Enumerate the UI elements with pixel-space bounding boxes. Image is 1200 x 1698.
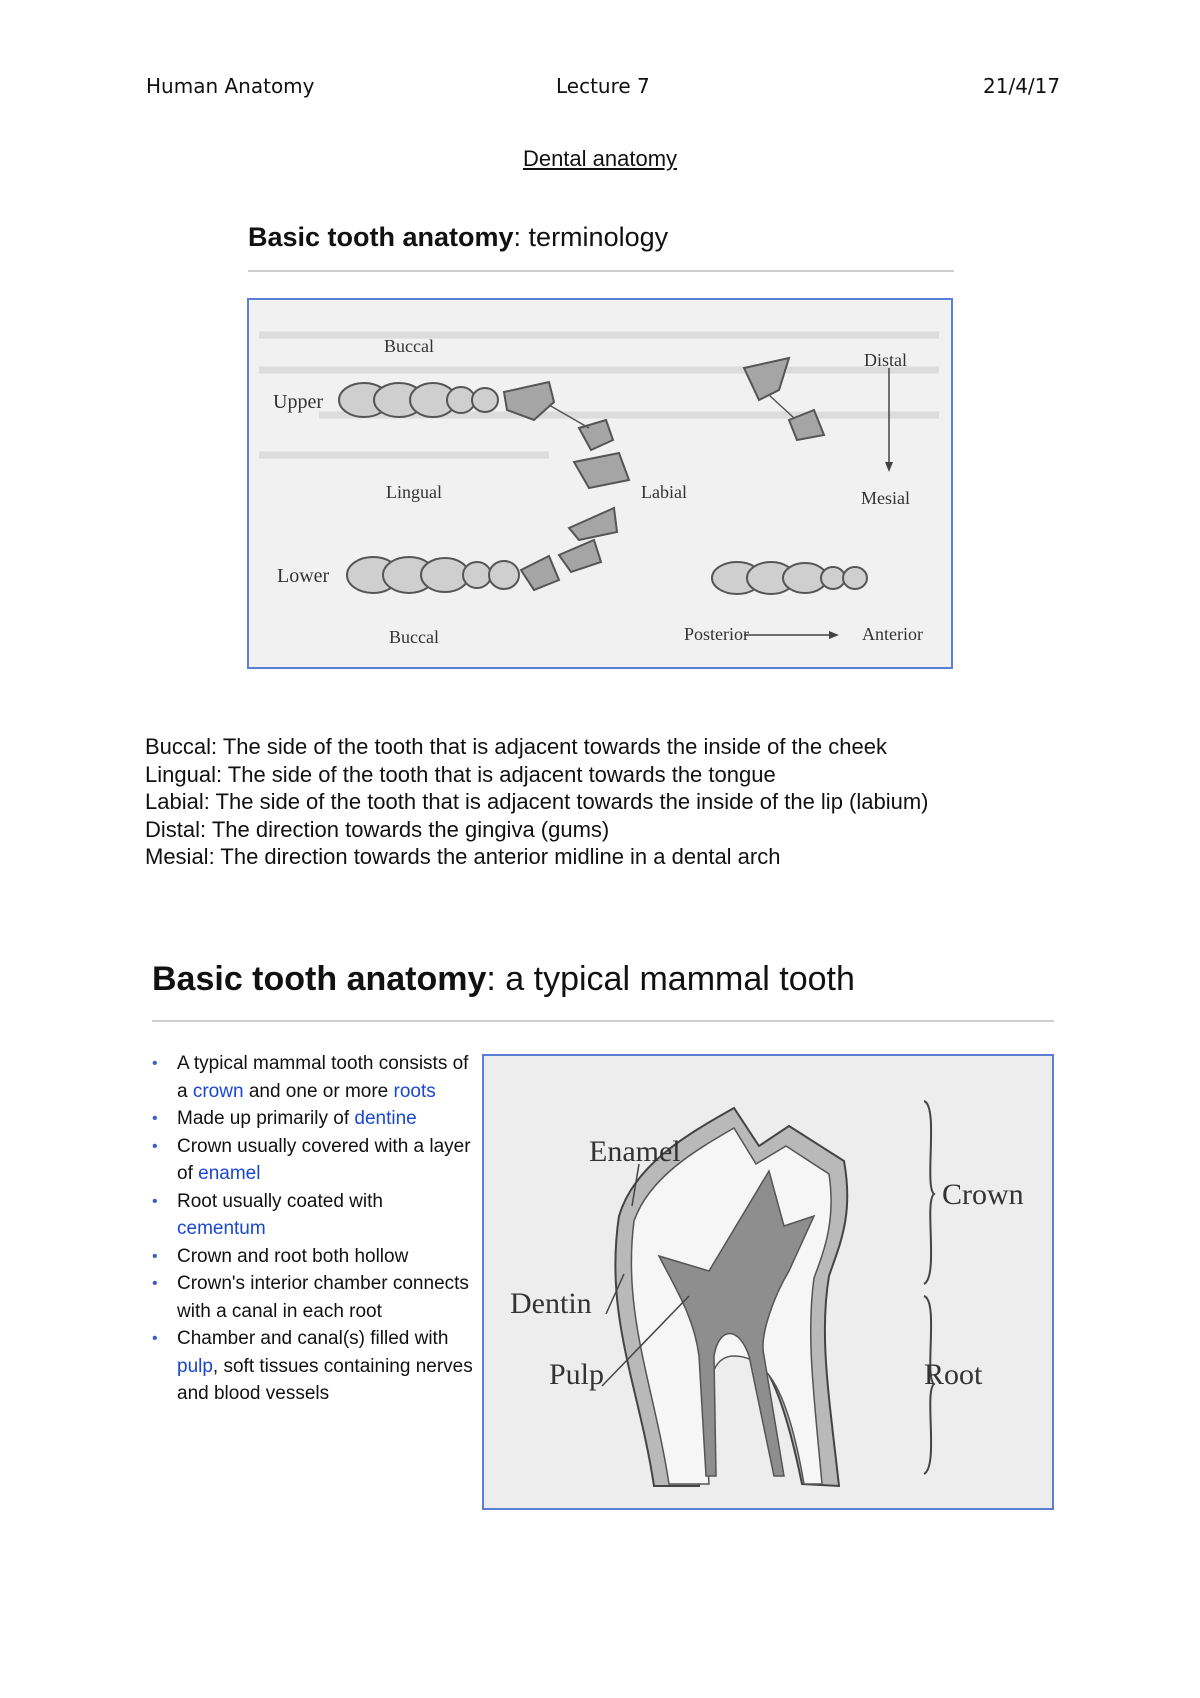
label-dentin: Dentin — [510, 1287, 592, 1320]
label-upper: Upper — [273, 391, 323, 413]
link-enamel[interactable]: enamel — [198, 1163, 261, 1184]
slide2-title-rest: : a typical mammal tooth — [486, 960, 855, 998]
label-posterior: Posterior — [684, 624, 749, 644]
bullet-text: Crown's interior chamber connects with a canal in each root — [177, 1273, 469, 1322]
slide1-title-rest: : terminology — [513, 222, 669, 252]
link-roots[interactable]: roots — [393, 1080, 436, 1102]
side-view-teeth — [712, 358, 867, 594]
label-labial: Labial — [641, 482, 687, 502]
link-crown[interactable]: crown — [192, 1080, 244, 1102]
arrow-right-icon — [829, 631, 839, 639]
definition-lingual: Lingual: The side of the tooth that is adjacent towards the tongue — [145, 761, 776, 787]
bullet-text: Crown and root both hollow — [177, 1245, 409, 1267]
slide2-title — [152, 960, 855, 999]
definition-labial: Labial: The side of the tooth that is adjacent towards the inside of the lip (labium) — [145, 789, 929, 814]
label-crown: Crown — [942, 1178, 1024, 1211]
definition-buccal: Buccal: The side of the tooth that is adjacent towards the inside of the cheek — [145, 734, 887, 759]
label-root: Root — [924, 1358, 983, 1391]
definition-distal: Distal: The direction towards the gingiva (gums) — [145, 816, 610, 842]
tooth-cross-section-diagram — [482, 1054, 1054, 1510]
definition-mesial: Mesial: The direction towards the anterior midline in a dental arch — [145, 844, 781, 869]
label-lingual: Lingual — [386, 482, 442, 502]
label-lower: Lower — [277, 565, 330, 587]
arrow-head-icon — [885, 462, 893, 472]
link-cementum[interactable]: cementum — [177, 1218, 266, 1239]
bullet-icon: • — [152, 1192, 158, 1210]
bullet-icon: • — [152, 1330, 158, 1347]
bullet-text: Crown usually covered with a layer of — [177, 1135, 471, 1184]
document-title: Dental anatomy — [522, 146, 678, 171]
bullet-icon: • — [152, 1055, 158, 1072]
tooth-cross-section-illustration — [484, 1056, 1052, 1508]
bullet-text: Root usually coated with — [177, 1190, 383, 1212]
label-mesial: Mesial — [861, 488, 910, 508]
bullet-icon: • — [152, 1247, 158, 1265]
bullet-text: and one or more — [243, 1080, 394, 1102]
label-buccal-top: Buccal — [384, 336, 434, 356]
list-item — [150, 1243, 475, 1271]
slide1-divider — [248, 270, 954, 272]
link-pulp[interactable]: pulp — [177, 1355, 213, 1377]
lower-arch-teeth — [347, 508, 617, 593]
slide2-title-bold: Basic tooth anatomy — [152, 960, 487, 998]
label-distal: Distal — [864, 350, 907, 370]
dental-arch-illustration — [249, 300, 951, 667]
slide2-divider — [152, 1020, 1054, 1022]
crown-bracket — [924, 1101, 934, 1284]
bullet-text: Chamber and canal(s) filled with — [177, 1328, 449, 1349]
bullet-text: Made up primarily of — [177, 1108, 355, 1129]
label-anterior: Anterior — [862, 624, 923, 644]
header-date: 21/4/17 — [983, 74, 1061, 98]
list-item — [150, 1270, 475, 1325]
definitions-list — [145, 733, 929, 871]
list-item — [150, 1188, 475, 1243]
list-item — [150, 1133, 475, 1188]
list-item — [150, 1325, 475, 1408]
tooth-facts-list — [150, 1050, 475, 1408]
label-enamel: Enamel — [589, 1135, 681, 1168]
slide1-title-bold: Basic tooth anatomy — [248, 222, 514, 252]
bullet-icon: • — [152, 1137, 158, 1155]
header-course: Human Anatomy — [146, 74, 315, 98]
bullet-text: A typical mammal tooth consists of a — [177, 1053, 469, 1102]
bullet-text: , soft tissues containing nerves and blood vessels — [177, 1355, 473, 1404]
link-dentine[interactable]: dentine — [354, 1108, 417, 1129]
slide1-title — [248, 222, 668, 253]
upper-arch-teeth — [339, 382, 629, 488]
label-pulp: Pulp — [549, 1358, 605, 1391]
dental-arch-diagram — [247, 298, 953, 669]
header-lecture: Lecture 7 — [556, 74, 650, 98]
bullet-icon: • — [152, 1275, 158, 1292]
list-item — [150, 1105, 475, 1133]
list-item — [150, 1050, 475, 1105]
bullet-icon: • — [152, 1110, 158, 1127]
label-buccal-bottom: Buccal — [389, 627, 439, 647]
